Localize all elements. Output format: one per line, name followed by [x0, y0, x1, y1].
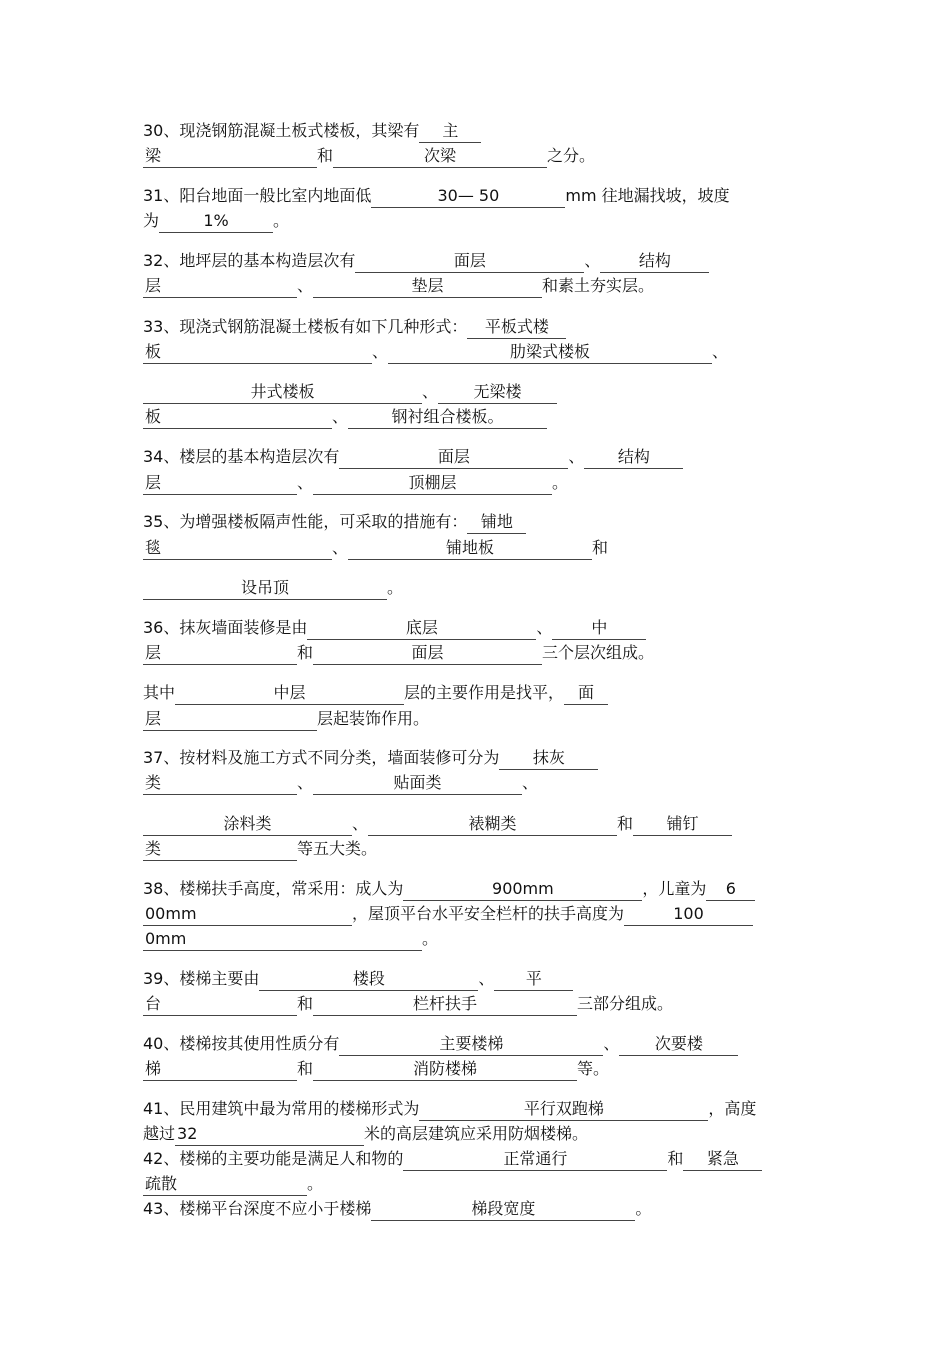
question-text: 和素土夯实层。	[542, 276, 655, 295]
text-line	[143, 341, 728, 364]
answer-blank: 底层	[307, 617, 536, 640]
question-text: 为	[143, 211, 160, 230]
answer-blank: 平板式楼	[467, 316, 566, 339]
question-text: 38、楼梯扶手高度，常采用：成人为	[143, 879, 404, 898]
question-text: 34、楼层的基本构造层次有	[143, 447, 340, 466]
question-text: 35、为增强楼板隔声性能，可采取的措施有：	[143, 512, 468, 531]
question-text: 和	[592, 538, 609, 557]
text-line	[143, 145, 595, 168]
answer-blank: 层	[143, 708, 317, 731]
question-text: 之分。	[547, 146, 596, 165]
question-text: 、	[478, 969, 495, 988]
question-text: 。	[307, 1174, 324, 1193]
answer-blank: 铺地板	[348, 537, 592, 560]
question-text: 、	[712, 342, 729, 361]
text-line	[143, 275, 654, 298]
question-text: 等。	[577, 1059, 610, 1078]
question-text: 。	[422, 929, 439, 948]
answer-blank: 6	[706, 878, 755, 901]
answer-blank: 主	[419, 120, 481, 143]
answer-blank: 疏散	[143, 1173, 307, 1196]
answer-blank: 栏杆扶手	[313, 993, 577, 1016]
answer-blank: 中	[552, 617, 646, 640]
answer-blank: 设吊顶	[143, 577, 387, 600]
text-line	[143, 120, 481, 143]
question-text: 三个层次组成。	[542, 643, 655, 662]
answer-blank: 消防楼梯	[313, 1058, 577, 1081]
answer-blank: 垫层	[313, 275, 542, 298]
answer-blank: 结构	[600, 250, 709, 273]
question-text: 36、抹灰墙面装修是由	[143, 618, 308, 637]
question-text: 31、阳台地面一般比室内地面低	[143, 186, 372, 205]
answer-blank: 00mm	[143, 903, 352, 926]
question-text: 、	[332, 407, 349, 426]
answer-blank: 肋梁式楼板	[388, 341, 712, 364]
answer-blank: 平	[494, 968, 573, 991]
question-text: ，屋顶平台水平安全栏杆的扶手高度为	[352, 904, 625, 923]
answer-blank: 主要楼梯	[339, 1033, 603, 1056]
text-line	[143, 316, 566, 339]
text-line	[143, 993, 673, 1016]
text-line	[143, 381, 557, 404]
answer-blank: 顶棚层	[313, 472, 552, 495]
question-text: 、	[297, 773, 314, 792]
text-line	[143, 1198, 651, 1221]
question-text: 、	[372, 342, 389, 361]
answer-blank: 井式楼板	[143, 381, 422, 404]
question-text: 和	[617, 814, 634, 833]
answer-blank: 32	[175, 1123, 364, 1146]
question-text: 等五大类。	[297, 839, 378, 858]
answer-blank: 面层	[339, 446, 568, 469]
answer-blank: 100	[624, 903, 753, 926]
text-line	[143, 682, 608, 705]
question-text: 、	[584, 251, 601, 270]
answer-blank: 次要楼	[619, 1033, 738, 1056]
question-text: 40、楼梯按其使用性质分有	[143, 1034, 340, 1053]
answer-blank: 钢衬组合楼板。	[348, 406, 547, 429]
question-text: 、	[603, 1034, 620, 1053]
question-text: mm 往地漏找坡，坡度	[565, 186, 730, 205]
text-line	[143, 878, 755, 901]
question-text: 层起装饰作用。	[317, 709, 430, 728]
text-line	[143, 1058, 609, 1081]
question-text: 、	[536, 618, 553, 637]
question-text: 、	[297, 276, 314, 295]
question-text: 37、按材料及施工方式不同分类，墙面装修可分为	[143, 748, 500, 767]
question-text: 米的高层建筑应采用防烟楼梯。	[364, 1124, 589, 1143]
text-line	[143, 968, 573, 991]
question-text: 和	[667, 1149, 684, 1168]
answer-blank: 面层	[355, 250, 584, 273]
question-text: 和	[297, 1059, 314, 1078]
answer-blank: 梯段宽度	[371, 1198, 635, 1221]
answer-blank: 正常通行	[403, 1148, 667, 1171]
question-text: 。	[273, 211, 290, 230]
text-line	[143, 537, 608, 560]
answer-blank: 无梁楼	[438, 381, 557, 404]
answer-blank: 次梁	[333, 145, 547, 168]
answer-blank: 台	[143, 993, 297, 1016]
question-text: 33、现浇式钢筋混凝土楼板有如下几种形式：	[143, 317, 468, 336]
question-text: 和	[297, 643, 314, 662]
text-line	[143, 185, 730, 208]
answer-blank: 类	[143, 772, 297, 795]
question-text: ，高度	[708, 1099, 757, 1118]
text-line	[143, 250, 709, 273]
answer-blank: 毯	[143, 537, 332, 560]
text-line	[143, 577, 403, 600]
question-text: 32、地坪层的基本构造层次有	[143, 251, 356, 270]
answer-blank: 贴面类	[313, 772, 522, 795]
answer-blank: 900mm	[403, 878, 642, 901]
text-line	[143, 446, 683, 469]
question-text: 、	[297, 473, 314, 492]
question-text: 41、民用建筑中最为常用的楼梯形式为	[143, 1099, 420, 1118]
answer-blank: 梁	[143, 145, 317, 168]
question-text: 。	[387, 578, 404, 597]
question-text: ，儿童为	[642, 879, 707, 898]
text-line	[143, 1123, 588, 1146]
text-line	[143, 928, 438, 951]
question-text: 。	[635, 1199, 652, 1218]
answer-blank: 中层	[175, 682, 404, 705]
answer-blank: 面	[564, 682, 608, 705]
text-line	[143, 210, 289, 233]
question-text: 和	[297, 994, 314, 1013]
text-line	[143, 772, 538, 795]
answer-blank: 1%	[159, 210, 273, 233]
answer-blank: 铺钉	[633, 813, 732, 836]
text-line	[143, 472, 568, 495]
question-text: 30、现浇钢筋混凝土板式楼板，其梁有	[143, 121, 420, 140]
answer-blank: 抹灰	[499, 747, 598, 770]
text-line	[143, 1148, 762, 1171]
text-line	[143, 903, 753, 926]
text-line	[143, 1033, 738, 1056]
question-text: 。	[552, 473, 569, 492]
question-text: 42、楼梯的主要功能是满足人和物的	[143, 1149, 404, 1168]
text-line	[143, 708, 429, 731]
question-text: 、	[568, 447, 585, 466]
answer-blank: 裱糊类	[368, 813, 617, 836]
question-text: 其中	[143, 683, 176, 702]
text-line	[143, 813, 732, 836]
answer-blank: 层	[143, 472, 297, 495]
question-text: 39、楼梯主要由	[143, 969, 260, 988]
text-line	[143, 1173, 323, 1196]
answer-blank: 层	[143, 642, 297, 665]
question-text: 和	[317, 146, 334, 165]
answer-blank: 30— 50	[371, 185, 565, 208]
question-text: 越过	[143, 1124, 176, 1143]
text-line	[143, 747, 598, 770]
answer-blank: 板	[143, 341, 372, 364]
question-text: 、	[332, 538, 349, 557]
answer-blank: 面层	[313, 642, 542, 665]
answer-blank: 类	[143, 838, 297, 861]
answer-blank: 楼段	[259, 968, 478, 991]
question-text: 三部分组成。	[577, 994, 674, 1013]
answer-blank: 铺地	[467, 511, 526, 534]
question-text: 、	[352, 814, 369, 833]
answer-blank: 梯	[143, 1058, 297, 1081]
text-line	[143, 838, 377, 861]
question-text: 、	[422, 382, 439, 401]
answer-blank: 板	[143, 406, 332, 429]
answer-blank: 紧急	[683, 1148, 762, 1171]
text-line	[143, 406, 547, 429]
answer-blank: 涂料类	[143, 813, 352, 836]
question-text: 层的主要作用是找平，	[404, 683, 565, 702]
answer-blank: 结构	[584, 446, 683, 469]
text-line	[143, 511, 526, 534]
text-line	[143, 1098, 756, 1121]
answer-blank: 0mm	[143, 928, 422, 951]
text-line	[143, 642, 654, 665]
question-text: 、	[522, 773, 539, 792]
answer-blank: 平行双跑梯	[419, 1098, 708, 1121]
question-text: 43、楼梯平台深度不应小于楼梯	[143, 1199, 372, 1218]
text-line	[143, 617, 646, 640]
answer-blank: 层	[143, 275, 297, 298]
